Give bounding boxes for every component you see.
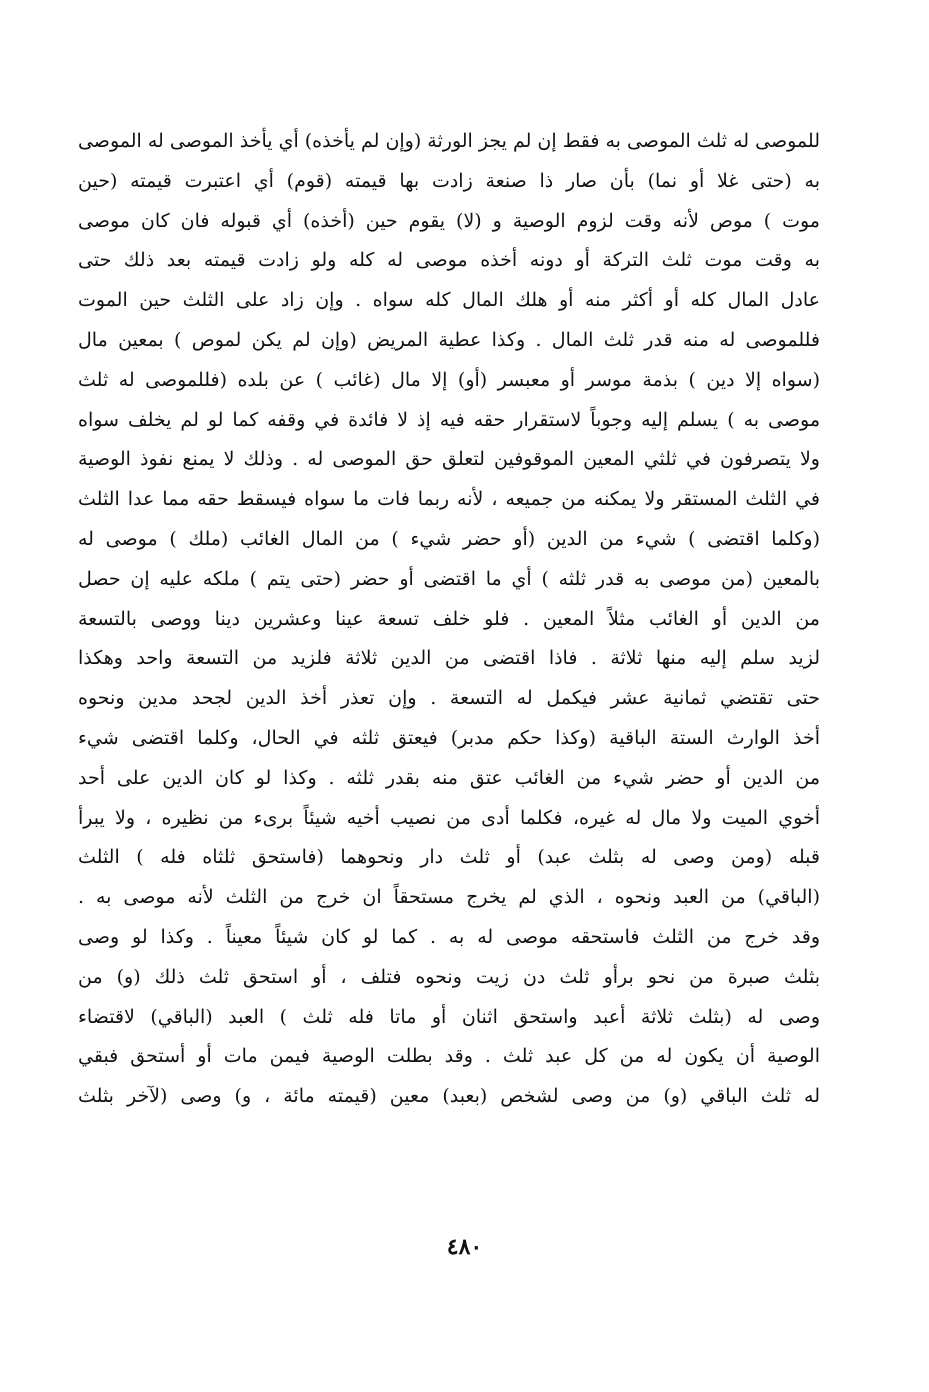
text-line: وقد خرج من الثلث فاستحقه موصى له به . كما لو كان شيئاً معيناً . وكذا لو وصى [78,925,820,948]
text-line: من الدين أو الغائب مثلاً المعين . فلو خلف تسعة عينا وعشرين دينا ووصى بالتسعة [78,607,820,630]
text-line: لزيد سلم إليه منها ثلاثة . فاذا اقتضى من الدين ثلاثة فلزيد من التسعة واحد وهكذا [78,647,820,670]
text-line: أخوي الميت ولا مال له غيره، فكلما أدى من نصيب أخيه شيئاً برىء من نظيره ، ولا يبرأ [78,806,820,829]
text-line: ولا يتصرفون في ثلثي المعين الموقوفين لتعلق حق الموصى له . وذلك لا يمنع نفوذ الوصية [78,448,820,471]
text-line: (وكلما اقتضى ) شيء من الدين (أو حضر شيء ) من المال الغائب (ملك ) موصى له [78,527,820,550]
text-line: من الدين أو حضر شيء من الغائب عتق منه بقدر ثلثه . وكذا لو كان الدين على أحد [78,766,820,789]
text-line: به (حتى غلا أو نما) بأن صار ذا صنعة زادت بها قيمته (قوم) أي اعتبرت قيمته (حين [78,169,820,192]
text-line: بثلث صبرة من نحو برأو ثلث دن زيت ونحوه فتلف ، أو استحق ثلث ذلك (و) من [78,965,820,988]
text-line: بالمعين (من موصى به قدر ثلثه ) أي ما اقتضى أو حضر (حتى يتم ) ملكه عليه إن حصل [78,567,820,590]
text-line: له ثلث الباقي (و) من وصى لشخص (بعبد) معين (قيمته مائة ، و) وصى (لآخر بثلث [78,1085,820,1108]
text-line: أخذ الوارث الستة الباقية (وكذا حكم مدبر) فيعتق ثلثه في الحال، وكلما اقتضى شيء [78,726,820,749]
text-line: (الباقي) من العبد ونحوه ، الذي لم يخرج مستحقاً ان خرج من الثلث لأنه موصى به . [78,886,820,909]
text-line: قبله (ومن وصى له بثلث عبد) أو ثلث دار ونحوهما (فاستحق ثلثاه فله ) الثلث [78,846,820,869]
text-line: الوصية أن يكون له من كل عبد ثلث . وقد بطلت الوصية فيمن مات أو أستحق فبقي [78,1045,820,1068]
body-text [78,122,820,1117]
text-line: للموصى له ثلث الموصى به فقط إن لم يجز الورثة (وإن لم يأخذه) أي يأخذ الموصى له الموصى [78,130,820,152]
text-line: موصى به ) يسلم إليه وجوباً لاستقرار حقه فيه إذ لا فائدة في وقفه كما لو لم يخلف سواه [78,408,820,431]
text-line: وصى له (بثلث ثلاثة أعبد واستحق اثنان أو ماتا فله ثلث ) العبد (الباقي) لاقتضاء [78,1005,820,1028]
text-line: به وقت موت ثلث التركة أو دونه أخذه موصى له كله ولو زادت قيمته بعد ذلك حتى [78,249,820,272]
text-line: فللموصى له منه قدر ثلث المال . وكذا عطية المريض (وإن لم يكن لموص ) بمعين مال [78,328,820,351]
page-number: ٤٨٠ [446,1234,483,1260]
text-line: (سواه إلا دين ) بذمة موسر أو معبسر (أو) إلا مال (غائب ) عن بلده (فللموصى له ثلث [78,368,820,391]
text-line: موت ) موص لأنه وقت لزوم الوصية و (لا) يقوم حين (أخذه) أي قبوله فان كان موصى [78,209,820,232]
text-line: حتى تقتضي ثمانية عشر فيكمل له التسعة . وإن تعذر أخذ الدين لجحد مدين ونحوه [78,687,820,710]
text-line: في الثلث المستقر ولا يمكنه من جميعه ، لأنه ربما فات ما سواه فيسقط حقه مما عدا الثلث [78,488,820,511]
text-line: عادل المال كله أو أكثر منه أو هلك المال كله سواه . وإن زاد على الثلث حين الموت [78,289,820,312]
